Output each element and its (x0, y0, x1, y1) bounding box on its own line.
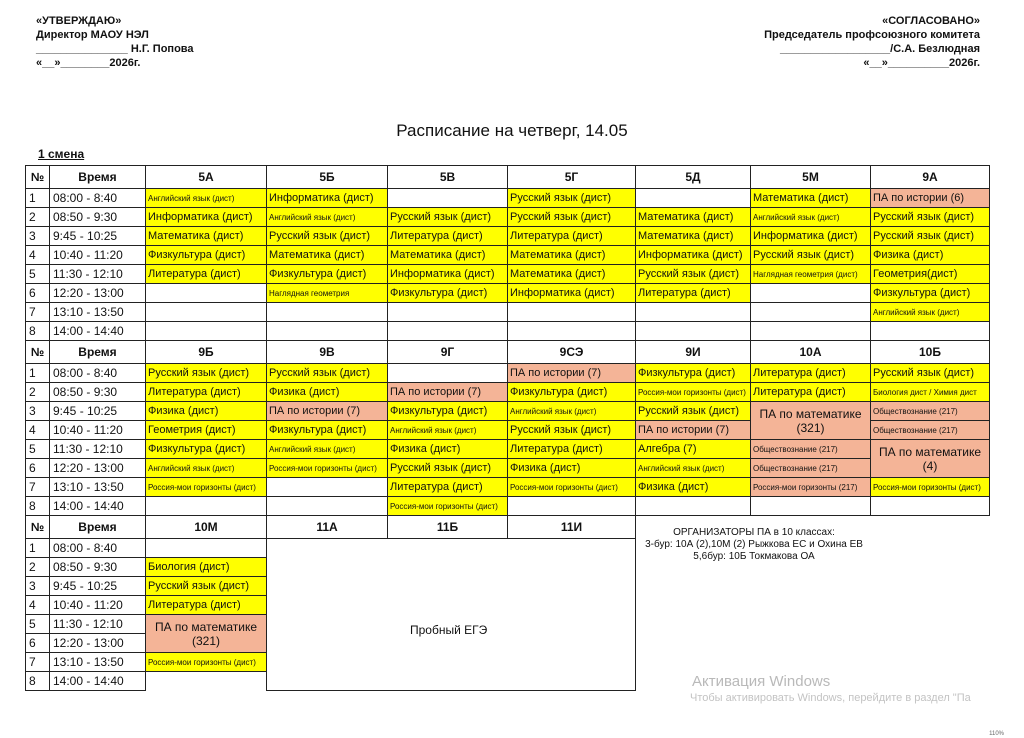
approve-line-4: «__»________2026г. (36, 57, 141, 69)
lesson-cell: Русский язык (дист) (871, 227, 990, 246)
lesson-cell: Русский язык (дист) (871, 364, 990, 383)
lesson-number: 8 (26, 672, 50, 691)
lesson-time: 14:00 - 14:40 (50, 322, 146, 341)
lesson-cell: Английский язык (дист) (751, 208, 871, 227)
class-header: 9СЭ (508, 341, 636, 364)
lesson-number: 6 (26, 284, 50, 303)
windows-activation-text: Чтобы активировать Windows, перейдите в раздел "Па (690, 692, 971, 704)
class-header: 9И (636, 341, 751, 364)
lesson-time: 9:45 - 10:25 (50, 227, 146, 246)
lesson-number: 7 (26, 478, 50, 497)
class-header: 10М (146, 516, 267, 539)
lesson-time: 10:40 - 11:20 (50, 246, 146, 265)
lesson-cell: Математика (дист) (388, 246, 508, 265)
lesson-cell: Физкультура (дист) (388, 284, 508, 303)
lesson-time: 9:45 - 10:25 (50, 402, 146, 421)
lesson-number: 4 (26, 421, 50, 440)
lesson-cell: Россия-мои горизонты (дист) (146, 653, 267, 672)
lesson-cell (146, 303, 267, 322)
lesson-cell: Английский язык (дист) (636, 459, 751, 478)
lesson-cell: Русский язык (дист) (267, 364, 388, 383)
lesson-time: 08:50 - 9:30 (50, 383, 146, 402)
table-row (26, 246, 990, 265)
lesson-cell: Русский язык (дист) (388, 208, 508, 227)
lesson-cell: Физкультура (дист) (146, 246, 267, 265)
lesson-time: 11:30 - 12:10 (50, 265, 146, 284)
lesson-cell: Литература (дист) (388, 478, 508, 497)
lesson-cell: Русский язык (дист) (508, 189, 636, 208)
lesson-number: 6 (26, 459, 50, 478)
header-time: Время (50, 166, 146, 189)
lesson-time: 13:10 - 13:50 (50, 653, 146, 672)
lesson-number: 2 (26, 208, 50, 227)
lesson-cell: Русский язык (дист) (508, 421, 636, 440)
lesson-cell: ПА по математике (4) (871, 440, 990, 478)
header-num: № (26, 166, 50, 189)
lesson-cell: Литература (дист) (388, 227, 508, 246)
lesson-cell: ПА по математике (321) (146, 615, 267, 653)
lesson-number: 7 (26, 653, 50, 672)
class-header: 11А (267, 516, 388, 539)
note-line-1: ОРГАНИЗАТОРЫ ПА в 10 классах: (673, 527, 835, 538)
header-num: № (26, 341, 50, 364)
lesson-cell (146, 497, 267, 516)
lesson-time: 08:00 - 8:40 (50, 189, 146, 208)
page-title: Расписание на четверг, 14.05 (396, 121, 628, 140)
lesson-cell (388, 364, 508, 383)
lesson-cell: Английский язык (дист) (267, 208, 388, 227)
lesson-number: 4 (26, 596, 50, 615)
lesson-cell: Физкультура (дист) (636, 364, 751, 383)
lesson-cell: Литература (дист) (636, 284, 751, 303)
lesson-cell: Физика (дист) (267, 383, 388, 402)
class-header: 9Г (388, 341, 508, 364)
lesson-cell: Наглядная геометрия (267, 284, 388, 303)
lesson-cell: Литература (дист) (146, 383, 267, 402)
schedule-table (25, 165, 990, 691)
lesson-cell: Россия-мои горизонты (дист) (267, 459, 388, 478)
lesson-cell: Литература (дист) (751, 383, 871, 402)
zoom-level: 110% (989, 731, 1004, 737)
lesson-cell: ПА по математике (321) (751, 402, 871, 440)
lesson-cell: Физкультура (дист) (871, 284, 990, 303)
lesson-cell: Английский язык (дист) (871, 303, 990, 322)
lesson-cell: Физика (дист) (146, 402, 267, 421)
lesson-number: 1 (26, 364, 50, 383)
lesson-cell: Физика (дист) (871, 246, 990, 265)
class-header: 5А (146, 166, 267, 189)
lesson-cell: ПА по истории (7) (267, 402, 388, 421)
approval-block (36, 14, 194, 70)
lesson-number: 5 (26, 265, 50, 284)
lesson-cell: Физика (дист) (636, 478, 751, 497)
lesson-cell (636, 189, 751, 208)
table-row (26, 383, 990, 402)
table-row (26, 322, 990, 341)
class-header: 9А (871, 166, 990, 189)
lesson-cell (751, 284, 871, 303)
lesson-cell: Биология (дист) (146, 558, 267, 577)
lesson-time: 08:50 - 9:30 (50, 558, 146, 577)
lesson-time: 11:30 - 12:10 (50, 440, 146, 459)
table-row (26, 364, 990, 383)
lesson-number: 1 (26, 189, 50, 208)
class-header: 11И (508, 516, 636, 539)
lesson-cell: Информатика (дист) (508, 284, 636, 303)
lesson-cell (636, 322, 751, 341)
lesson-cell (508, 303, 636, 322)
lesson-number: 8 (26, 497, 50, 516)
lesson-time: 9:45 - 10:25 (50, 577, 146, 596)
lesson-cell: Физкультура (дист) (508, 383, 636, 402)
lesson-cell (636, 497, 751, 516)
lesson-cell: ПА по истории (7) (636, 421, 751, 440)
lesson-cell: Физкультура (дист) (267, 421, 388, 440)
lesson-cell: Информатика (дист) (146, 208, 267, 227)
lesson-cell (508, 322, 636, 341)
lesson-cell: Информатика (дист) (751, 227, 871, 246)
lesson-time: 12:20 - 13:00 (50, 634, 146, 653)
table-row (26, 189, 990, 208)
lesson-cell (751, 303, 871, 322)
note-line-2: 3-бур: 10А (2),10М (2) Рыжкова ЕС и Охина ЕВ (645, 539, 863, 550)
lesson-cell: Математика (дист) (508, 246, 636, 265)
lesson-number: 3 (26, 577, 50, 596)
lesson-cell: Физкультура (дист) (146, 440, 267, 459)
lesson-cell: Литература (дист) (508, 440, 636, 459)
lesson-cell: Математика (дист) (636, 227, 751, 246)
lesson-cell: Английский язык (дист) (146, 459, 267, 478)
lesson-time: 14:00 - 14:40 (50, 672, 146, 691)
header-time: Время (50, 516, 146, 539)
lesson-cell: Обществознание (217) (751, 440, 871, 459)
lesson-cell: Информатика (дист) (636, 246, 751, 265)
lesson-cell: Алгебра (7) (636, 440, 751, 459)
lesson-cell: Литература (дист) (146, 265, 267, 284)
class-header: 10Б (871, 341, 990, 364)
lesson-cell: Информатика (дист) (267, 189, 388, 208)
agree-line-4: «__»__________2026г. (863, 57, 980, 69)
lesson-time: 13:10 - 13:50 (50, 303, 146, 322)
table-row (26, 208, 990, 227)
lesson-cell (751, 497, 871, 516)
lesson-number: 3 (26, 227, 50, 246)
lesson-number: 7 (26, 303, 50, 322)
header-row (26, 341, 990, 364)
lesson-time: 08:00 - 8:40 (50, 364, 146, 383)
lesson-cell: Физика (дист) (508, 459, 636, 478)
lesson-cell: Английский язык (дист) (267, 440, 388, 459)
lesson-cell (871, 497, 990, 516)
class-header: 5Г (508, 166, 636, 189)
lesson-cell: Литература (дист) (508, 227, 636, 246)
note-line-3: 5,6бур: 10Б Токмакова ОА (693, 551, 815, 562)
lesson-number: 2 (26, 558, 50, 577)
lesson-cell: Обществознание (217) (751, 459, 871, 478)
lesson-cell: Английский язык (дист) (508, 402, 636, 421)
lesson-cell: Россия-мои горизонты (дист) (871, 478, 990, 497)
lesson-cell: Математика (дист) (146, 227, 267, 246)
lesson-cell (508, 497, 636, 516)
organizers-note (636, 527, 872, 563)
lesson-cell (146, 539, 267, 558)
lesson-number: 2 (26, 383, 50, 402)
lesson-cell (388, 322, 508, 341)
lesson-cell: ПА по истории (7) (388, 383, 508, 402)
lesson-cell (267, 497, 388, 516)
table-row (26, 478, 990, 497)
lesson-cell (871, 322, 990, 341)
lesson-cell: Физика (дист) (388, 440, 508, 459)
lesson-cell: Русский язык (дист) (388, 459, 508, 478)
class-header: 5Д (636, 166, 751, 189)
header-row (26, 166, 990, 189)
lesson-cell: Русский язык (дист) (146, 577, 267, 596)
table-row (26, 284, 990, 303)
lesson-time: 08:50 - 9:30 (50, 208, 146, 227)
lesson-cell: Русский язык (дист) (636, 265, 751, 284)
lesson-cell (388, 189, 508, 208)
lesson-cell: Обществознание (217) (871, 421, 990, 440)
lesson-number: 4 (26, 246, 50, 265)
lesson-cell (267, 303, 388, 322)
lesson-time: 08:00 - 8:40 (50, 539, 146, 558)
lesson-cell: Русский язык (дист) (751, 246, 871, 265)
lesson-cell (636, 303, 751, 322)
lesson-cell (751, 322, 871, 341)
header-time: Время (50, 341, 146, 364)
table-row (26, 440, 990, 459)
table-row (26, 459, 990, 478)
lesson-cell: Россия-мои горизонты (дист) (508, 478, 636, 497)
lesson-time: 13:10 - 13:50 (50, 478, 146, 497)
lesson-cell: Россия-мои горизонты (дист) (146, 478, 267, 497)
lesson-number: 5 (26, 440, 50, 459)
lesson-cell: ПА по истории (6) (871, 189, 990, 208)
lesson-cell: Обществознание (217) (871, 402, 990, 421)
lesson-cell: Информатика (дист) (388, 265, 508, 284)
lesson-cell (146, 322, 267, 341)
lesson-time: 10:40 - 11:20 (50, 421, 146, 440)
class-header: 9В (267, 341, 388, 364)
lesson-cell: Русский язык (дист) (871, 208, 990, 227)
class-header: 5В (388, 166, 508, 189)
class-header: 10А (751, 341, 871, 364)
table-row (26, 227, 990, 246)
lesson-number: 3 (26, 402, 50, 421)
header-num: № (26, 516, 50, 539)
trial-exam-label: Пробный ЕГЭ (410, 623, 488, 637)
lesson-cell: Россия-мои горизонты (дист) (388, 497, 508, 516)
lesson-cell: Литература (дист) (146, 596, 267, 615)
lesson-cell: Геометрия(дист) (871, 265, 990, 284)
approve-line-2: Директор МАОУ НЭЛ (36, 29, 149, 41)
approve-line-1: «УТВЕРЖДАЮ» (36, 15, 122, 27)
lesson-number: 6 (26, 634, 50, 653)
shift-label: 1 смена (38, 147, 85, 161)
lesson-cell (267, 322, 388, 341)
lesson-cell: Математика (дист) (636, 208, 751, 227)
lesson-cell: Английский язык (дист) (388, 421, 508, 440)
lesson-number: 1 (26, 539, 50, 558)
lesson-cell: Русский язык (дист) (508, 208, 636, 227)
class-header: 9Б (146, 341, 267, 364)
agree-line-1: «СОГЛАСОВАНО» (882, 15, 980, 27)
table-row (26, 497, 990, 516)
windows-activation-title: Активация Windows (692, 673, 831, 690)
lesson-time: 14:00 - 14:40 (50, 497, 146, 516)
class-header: 5Б (267, 166, 388, 189)
lesson-time: 11:30 - 12:10 (50, 615, 146, 634)
class-header: 5М (751, 166, 871, 189)
lesson-cell (267, 478, 388, 497)
lesson-cell: Биология дист / Химия дист (871, 383, 990, 402)
agree-line-2: Председатель профсоюзного комитета (764, 29, 980, 41)
lesson-cell: Математика (дист) (508, 265, 636, 284)
lesson-time: 12:20 - 13:00 (50, 459, 146, 478)
table-row (26, 303, 990, 322)
lesson-cell: Математика (дист) (267, 246, 388, 265)
table-row (26, 402, 990, 421)
approve-line-3: _______________ Н.Г. Попова (36, 43, 194, 55)
lesson-time: 12:20 - 13:00 (50, 284, 146, 303)
lesson-cell: Русский язык (дист) (146, 364, 267, 383)
lesson-number: 5 (26, 615, 50, 634)
lesson-cell (146, 672, 267, 691)
agreement-block (764, 14, 980, 70)
exam-area (267, 539, 636, 691)
lesson-time: 10:40 - 11:20 (50, 596, 146, 615)
lesson-cell: ПА по истории (7) (508, 364, 636, 383)
lesson-cell: Русский язык (дист) (636, 402, 751, 421)
lesson-cell: Русский язык (дист) (267, 227, 388, 246)
lesson-cell: Физкультура (дист) (388, 402, 508, 421)
lesson-number: 8 (26, 322, 50, 341)
lesson-cell: Математика (дист) (751, 189, 871, 208)
class-header: 11Б (388, 516, 508, 539)
lesson-cell: Физкультура (дист) (267, 265, 388, 284)
lesson-cell: Английский язык (дист) (146, 189, 267, 208)
lesson-cell (388, 303, 508, 322)
agree-line-3: __________________/С.А. Безлюдная (780, 43, 980, 55)
lesson-cell (146, 284, 267, 303)
lesson-cell: Наглядная геометрия (дист) (751, 265, 871, 284)
lesson-cell: Геометрия (дист) (146, 421, 267, 440)
lesson-cell: Россия-мои горизонты (217) (751, 478, 871, 497)
lesson-cell: Россия-мои горизонты (дист) (636, 383, 751, 402)
lesson-cell: Литература (дист) (751, 364, 871, 383)
table-row (26, 265, 990, 284)
